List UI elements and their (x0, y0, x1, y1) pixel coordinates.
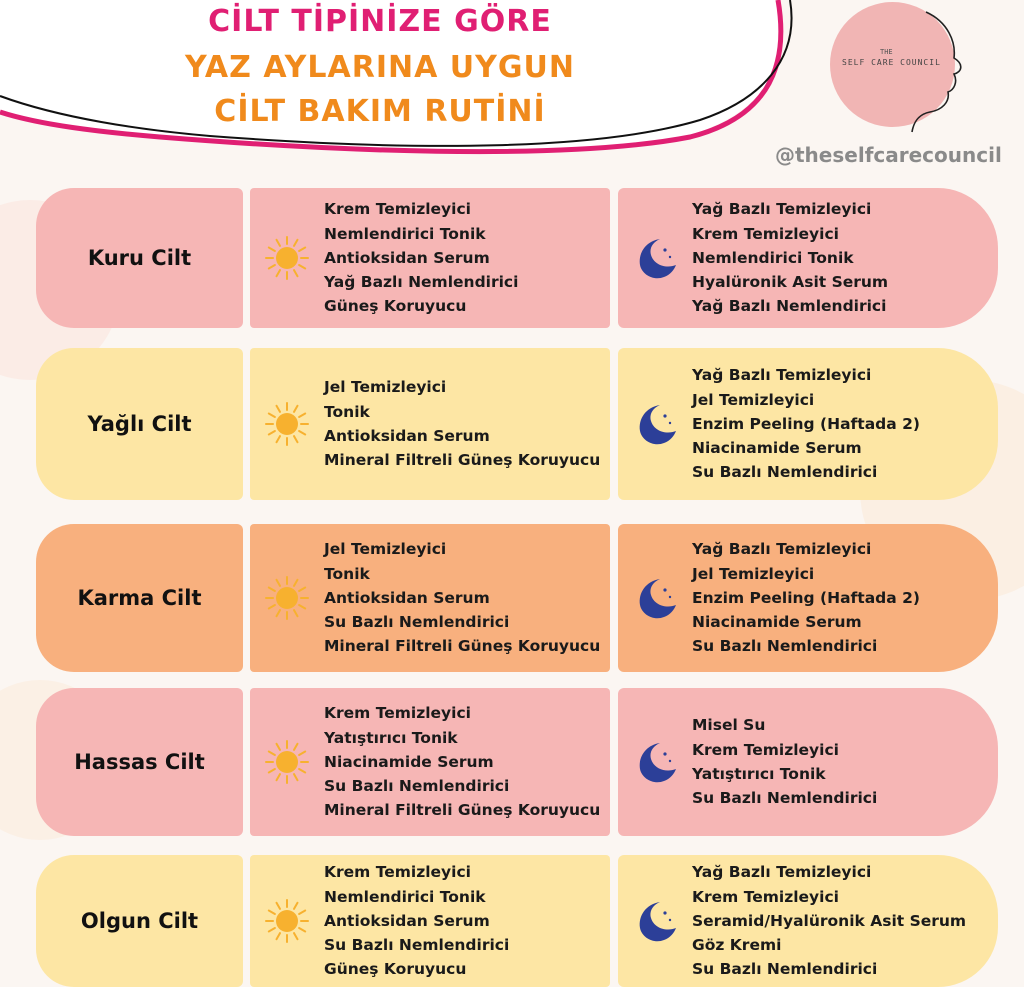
moon-icon (632, 235, 678, 281)
morning-step: Krem Temizleyici (324, 200, 471, 219)
sun-icon (264, 235, 310, 281)
sun-icon (264, 401, 310, 447)
morning-step: Mineral Filtreli Güneş Koruyucu (324, 451, 601, 470)
morning-step: Su Bazlı Nemlendirici (324, 936, 510, 955)
evening-step: Krem Temizleyici (692, 740, 839, 759)
skin-type-label: Karma Cilt (77, 586, 202, 610)
morning-step: Su Bazlı Nemlendirici (324, 613, 510, 632)
routine-row (0, 688, 1024, 836)
evening-steps-list (678, 713, 877, 810)
moon-icon (632, 898, 678, 944)
evening-routine-cell (618, 348, 998, 500)
evening-step: Nemlendirici Tonik (692, 248, 854, 267)
brand-logo (830, 2, 970, 137)
evening-step: Enzim Peeling (Haftada 2) (692, 588, 920, 607)
morning-step: Jel Temizleyici (324, 540, 447, 559)
morning-step: Nemlendirici Tonik (324, 224, 486, 243)
evening-step: Enzim Peeling (Haftada 2) (692, 414, 920, 433)
morning-steps-list (310, 701, 600, 822)
title-line-3: CİLT BAKIM RUTİNİ (214, 94, 546, 129)
skin-type-cell (36, 855, 243, 987)
routine-row (0, 855, 1024, 987)
moon-icon (632, 575, 678, 621)
morning-step: Güneş Koruyucu (324, 297, 467, 316)
morning-step: Güneş Koruyucu (324, 960, 467, 979)
skin-type-label: Yağlı Cilt (87, 412, 192, 436)
skin-type-label: Kuru Cilt (87, 246, 192, 270)
evening-step: Jel Temizleyici (692, 564, 815, 583)
morning-steps-list (310, 197, 518, 318)
morning-step: Tonik (324, 564, 370, 583)
evening-step: Yağ Bazlı Temizleyici (692, 366, 872, 385)
evening-step: Yatıştırıcı Tonik (692, 765, 826, 783)
morning-step: Jel Temizleyici (324, 378, 447, 397)
evening-steps-list (678, 537, 920, 658)
logo-small-text: THE (880, 48, 893, 56)
skin-type-label: Olgun Cilt (80, 909, 199, 933)
evening-steps-list (678, 197, 888, 318)
sun-icon (264, 898, 310, 944)
morning-step: Mineral Filtreli Güneş Koruyucu (324, 637, 601, 656)
moon-icon (632, 401, 678, 447)
routine-row (0, 348, 1024, 500)
evening-routine-cell (618, 855, 998, 987)
evening-step: Su Bazlı Nemlendirici (692, 637, 878, 656)
morning-step: Niacinamide Serum (324, 752, 494, 771)
morning-step: Antioksidan Serum (324, 588, 490, 607)
morning-routine-cell (250, 188, 610, 328)
evening-step: Yağ Bazlı Temizleyici (692, 540, 872, 559)
skin-type-cell (36, 688, 243, 836)
face-profile-icon (830, 2, 970, 137)
evening-routine-cell (618, 188, 998, 328)
skin-type-cell (36, 524, 243, 672)
social-handle: @theselfcarecouncil (775, 143, 1002, 167)
morning-step: Yatıştırıcı Tonik (324, 728, 458, 747)
evening-step: Jel Temizleyici (692, 390, 815, 409)
evening-step: Seramid/Hyalüronik Asit Serum (692, 911, 967, 930)
evening-step: Niacinamide Serum (692, 613, 862, 632)
skin-type-cell (36, 188, 243, 328)
morning-steps-list (310, 375, 600, 472)
moon-icon (632, 739, 678, 785)
evening-step: Yağ Bazlı Temizleyici (692, 200, 872, 219)
evening-step: Su Bazlı Nemlendirici (692, 463, 878, 482)
morning-routine-cell (250, 688, 610, 836)
routine-row (0, 188, 1024, 328)
evening-step: Yağ Bazlı Nemlendirici (692, 297, 887, 316)
morning-step: Krem Temizleyici (324, 704, 471, 723)
morning-step: Antioksidan Serum (324, 248, 490, 267)
morning-step: Nemlendirici Tonik (324, 887, 486, 906)
morning-step: Yağ Bazlı Nemlendirici (324, 273, 519, 292)
evening-step: Su Bazlı Nemlendirici (692, 960, 878, 979)
evening-steps-list (678, 860, 966, 981)
skin-type-label: Hassas Cilt (74, 750, 205, 774)
morning-steps-list (310, 537, 600, 658)
sun-icon (264, 739, 310, 785)
evening-step: Yağ Bazlı Temizleyici (692, 863, 872, 882)
evening-step: Niacinamide Serum (692, 439, 862, 458)
evening-step: Su Bazlı Nemlendirici (692, 789, 878, 808)
morning-routine-cell (250, 524, 610, 672)
morning-step: Mineral Filtreli Güneş Koruyucu (324, 801, 601, 820)
logo-text: SELF CARE COUNCIL (842, 58, 941, 67)
morning-steps-list (310, 860, 509, 981)
morning-step: Su Bazlı Nemlendirici (324, 777, 510, 796)
morning-step: Tonik (324, 402, 370, 421)
evening-step: Göz Kremi (692, 936, 782, 955)
title-line-1: CİLT TİPİNİZE GÖRE (208, 4, 552, 39)
evening-step: Krem Temizleyici (692, 887, 839, 906)
morning-step: Antioksidan Serum (324, 911, 490, 930)
routine-row (0, 524, 1024, 672)
evening-step: Hyalüronik Asit Serum (692, 273, 889, 292)
sun-icon (264, 575, 310, 621)
skin-type-cell (36, 348, 243, 500)
morning-routine-cell (250, 348, 610, 500)
evening-step: Misel Su (692, 716, 766, 735)
evening-routine-cell (618, 688, 998, 836)
title-line-2: YAZ AYLARINA UYGUN (185, 50, 575, 85)
evening-steps-list (678, 363, 920, 484)
morning-step: Antioksidan Serum (324, 427, 490, 445)
evening-step: Krem Temizleyici (692, 224, 839, 243)
evening-routine-cell (618, 524, 998, 672)
morning-step: Krem Temizleyici (324, 863, 471, 882)
morning-routine-cell (250, 855, 610, 987)
